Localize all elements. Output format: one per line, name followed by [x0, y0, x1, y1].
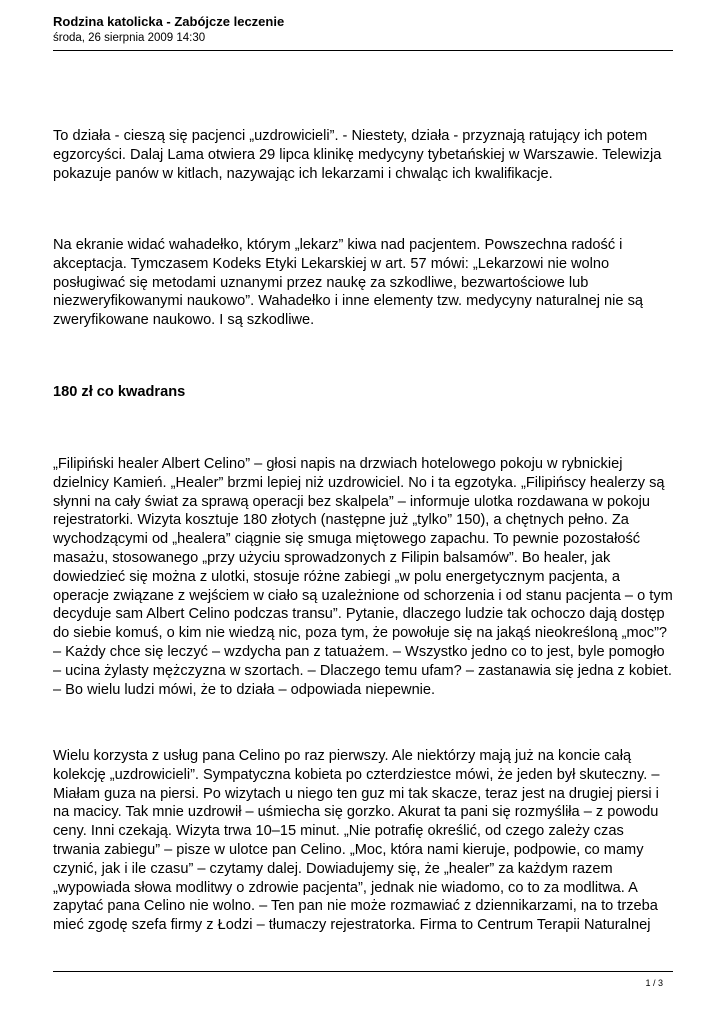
document-title: Rodzina katolicka - Zabójcze leczenie	[53, 14, 285, 29]
article-paragraph: Wielu korzysta z usług pana Celino po raz pierwszy. Ale niektórzy mają już na koncie całą kolekcję „uzdrowicieli”. Sympatyczna kobieta po czterdziestce mówi, że jeden był skuteczny. – Miałam guza na piersi. Po wizytach u niego ten guz mi tak skacze, teraz jest na drugiej piersi i na macicy. Tak mnie uzdrowił – uśmiecha się gorzko. Akurat ta pani się rozmyśliła – z powodu ceny. Inni czekają. Wizyta trwa 10–15 minut. „Nie potrafię określić, od czego zależy czas trwania zabiegu” – pisze w ulotce pan Celino. „Moc, która nami kieruje, podpowie, co mamy czynić, jak i ile czasu” – czytamy dalej. Dowiadujemy się, że „healer” za każdym razem „wypowiada słowa modlitwy o zdrowie pacjenta”, jednak nie wiadomo, co to za modlitwa. A zapytać pana Celino nie wolno. – Ten pan nie może rozmawiać z dziennikarzami, na to trzeba mieć zgodę szefa firmy z Łodzi – tłumaczy rejestratorka. Firma to Centrum Terapii Naturalnej	[53, 748, 660, 934]
document-header	[53, 14, 673, 46]
footer-divider	[53, 971, 673, 972]
section-heading: 180 zł co kwadrans	[53, 384, 186, 400]
document-date: środa, 26 sierpnia 2009 14:30	[53, 32, 206, 44]
article-paragraph: To działa - cieszą się pacjenci „uzdrowicieli”. - Niestety, działa - przyznają ratujący ich potem egzorcyści. Dalaj Lama otwiera 29 lipca klinikę medycyny tybetańskiej w Warszawie. Telewizja pokazuje panów w kitlach, nazywając ich lekarzami i chwaląc ich kwalifikacje.	[53, 128, 662, 182]
article-paragraph: Na ekranie widać wahadełko, którym „lekarz” kiwa nad pacjentem. Powszechna radość i akceptacja. Tymczasem Kodeks Etyki Lekarskiej w art. 57 mówi: „Lekarzowi nie wolno posługiwać się metodami uznanymi przez naukę za szkodliwe, bezwartościowe lub niezweryfikowanymi naukowo”. Wahadełko i inne elementy tzw. medycyny naturalnej nie są zweryfikowane naukowo. I są szkodliwe.	[53, 237, 643, 329]
page-number: 1 / 3	[645, 978, 663, 988]
header-divider	[53, 50, 673, 51]
article-body	[53, 127, 673, 934]
article-paragraph: „Filipiński healer Albert Celino” – głosi napis na drzwiach hotelowego pokoju w rybnickiej dzielnicy Kamień. „Healer” brzmi lepiej niż uzdrowiciel. No i ta egzotyka. „Filipińscy healerzy są słynni na cały świat za sprawą operacji bez skalpela” – informuje ulotka rozdawana w pokoju rejestratorki. Wizyta kosztuje 180 złotych (następne już „tylko” 150), a chętnych pełno. Za wychodzącymi od „healera” ciągnie się smuga miętowego zapachu. To pewnie pozostałość masażu, stosowanego „przy użyciu sprowadzonych z Filipin balsamów”. Bo healer, jak dowiedzieć się można z ulotki, stosuje różne zabiegi „w polu energetycznym pacjenta, a operacje związane z wejściem w ciało są uzależnione od schorzenia i od stanu pacjenta – o tym decyduje sam Albert Celino podczas transu”. Pytanie, dlaczego ludzie tak ochoczo dają dostęp do siebie komuś, o kim nie wiedzą nic, poza tym, że powołuje się na jakąś nieokreśloną „moc”? – Każdy chce się leczyć – wzdycha pan z tatuażem. – Wszystko jedno co to jest, byle pomogło – ucina żylasty mężczyzna w szortach. – Dlaczego temu ufam? – zastanawia się jedna z kobiet. – Bo wielu ludzi mówi, że to działa – odpowiada niepewnie.	[53, 456, 673, 698]
